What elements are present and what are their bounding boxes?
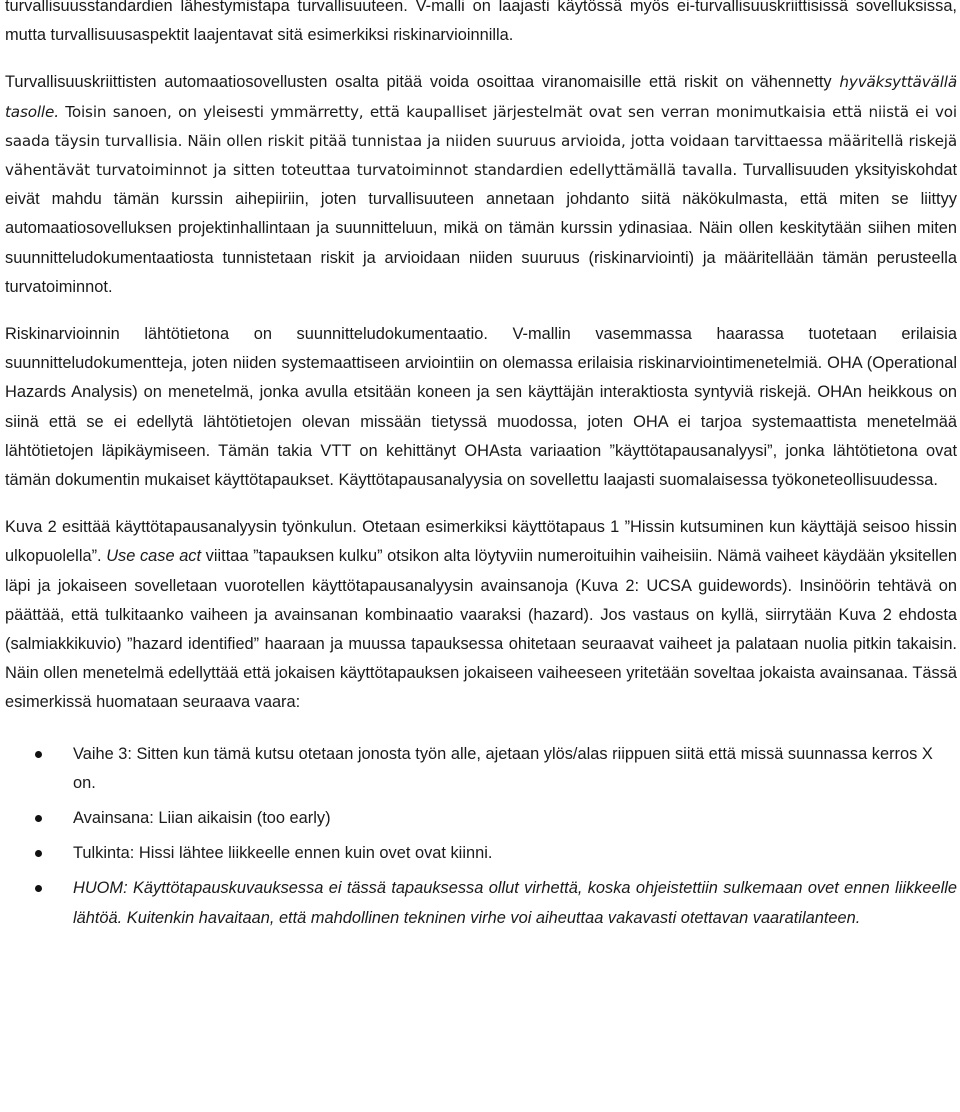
paragraph-v-model-intro <box>5 0 957 50</box>
paragraph-use-case-analysis <box>5 513 957 717</box>
list-item <box>5 804 957 833</box>
paragraph-gap <box>5 718 957 740</box>
paragraph-text-b: Toisin sanoen, on yleisesti ymmärretty, että kaupalliset järjestelmät ovat sen verran monimutkaisia että niistä ei voi saada täysin turvallisia. Näin ollen riskit pitää tunnistaa ja niiden suuruus arvioida, jotta voidaan tarvittaessa määritellä riskejä vähentävät turvatoiminnot ja sitten toteuttaa turvatoiminnot standardien edellyttämällä tavalla. <box>5 102 957 180</box>
paragraph-text-c: Turvallisuuden yksityiskohdat eivät mahdu tämän kurssin aihepiiriin, joten turvallisuuteen annetaan johdanto siitä näkökulmasta, että miten se liittyy automaatiosovelluksen projektinhallintaan ja suunnitteluun, mikä on tämän kurssin ydinasiaa. Näin ollen keskitytään siihen miten suunnitteludokumentaatiosta tunnistetaan riskit ja arvioidaan niiden suuruus (riskinarviointi) ja määritellään tämän perusteella turvatoiminnot. <box>5 161 957 296</box>
paragraph-emphasis: hyväksyttävällä tasolle. <box>5 73 957 121</box>
list-item-text: HUOM: Käyttötapauskuvauksessa ei tässä tapauksessa ollut virhettä, koska ohjeistettiin sulkemaan ovet ennen liikkeelle lähtöä. Kuitenkin havaitaan, että mahdollinen tekninen virhe voi aiheuttaa vakavasti otettavan vaaratilanteen. <box>73 879 957 927</box>
bullet-list <box>5 740 957 933</box>
paragraph-text: Riskinarvioinnin lähtötietona on suunnitteludokumentaatio. V-mallin vasemmassa haarassa tuotetaan erilaisia suunnitteludokumentteja, joten niiden systemaattiseen arviointiin on olemassa erilaisia riskinarviointimenetelmiä. OHA (Operational Hazards Analysis) on menetelmä, jonka avulla etsitään koneen ja sen käyttäjän interaktiosta syntyviä riskejä. OHAn heikkous on siinä että se ei edellytä lähtötietojen olevan missään tietyssä muodossa, joten OHA ei tarjoa systemaattista menetelmää lähtötietojen läpikäymiseen. Tämän takia VTT on kehittänyt OHAsta variaation ”käyttötapausanalyysi”, jonka lähtötietona ovat tämän dokumentin mukaiset käyttötapaukset. Käyttötapausanalyysia on sovellettu laajasti suomalaisessa työkoneteollisuudessa. <box>5 325 957 490</box>
list-item <box>5 874 957 932</box>
list-item <box>5 839 957 868</box>
paragraph-risk-assessment <box>5 320 957 495</box>
bullet-icon <box>35 850 42 857</box>
paragraph-text: turvallisuusstandardien lähestymistapa turvallisuuteen. V-malli on laajasti käytössä myös ei-turvallisuuskriittisissä sovelluksissa, mutta turvallisuusaspektit laajentavat sitä esimerkiksi riskinarvioinnilla. <box>5 0 957 45</box>
paragraph-emphasis: Use case act <box>106 547 202 566</box>
paragraph-gap <box>5 302 957 320</box>
paragraph-text-a: Turvallisuuskriittisten automaatiosovellusten osalta pitää voida osoittaa viranomaisille että riskit on vähennetty <box>5 73 840 92</box>
paragraph-safety-critical <box>5 68 957 302</box>
paragraph-text-a: Kuva 2 esittää käyttötapausanalyysin työnkulun. Otetaan esimerkiksi käyttötapaus 1 ”Hissin kutsuminen kun käyttäjä seisoo hissin ulkopuolella”. <box>5 518 957 566</box>
bullet-icon <box>35 751 42 758</box>
list-item-text: Tulkinta: Hissi lähtee liikkeelle ennen kuin ovet ovat kiinni. <box>73 844 493 863</box>
paragraph-gap <box>5 495 957 513</box>
list-item-text: Vaihe 3: Sitten kun tämä kutsu otetaan jonosta työn alle, ajetaan ylös/alas riippuen siitä että missä suunnassa kerros X on. <box>73 744 933 792</box>
bullet-icon <box>35 815 42 822</box>
paragraph-text-b: viittaa ”tapauksen kulku” otsikon alta löytyviin numeroituihin vaiheisiin. Nämä vaiheet käydään yksitellen läpi ja jokaiseen sovelletaan vuorotellen käyttötapausanalyysin avainsanoja (Kuva 2: UCSA guidewords). Insinöörin tehtävä on päättää, että tulkitaanko vaiheen ja avainsanan kombinaatio vaaraksi (hazard). Jos vastaus on kyllä, siirrytään Kuva 2 ehdosta (salmiakkikuvio) ”hazard identified” haaraan ja muussa tapauksessa ohitetaan seuraavat vaiheet ja palataan nuolia pitkin takaisin. Näin ollen menetelmä edellyttää että jokaisen käyttötapauksen jokaiseen vaiheeseen yritetään soveltaa jokaista avainsanaa. Tässä esimerkissä huomataan seuraava vaara: <box>5 547 957 712</box>
list-item-text: Avainsana: Liian aikaisin (too early) <box>73 809 331 828</box>
document-page <box>5 0 957 939</box>
paragraph-gap <box>5 50 957 68</box>
list-item <box>5 740 957 798</box>
bullet-icon <box>35 885 42 892</box>
